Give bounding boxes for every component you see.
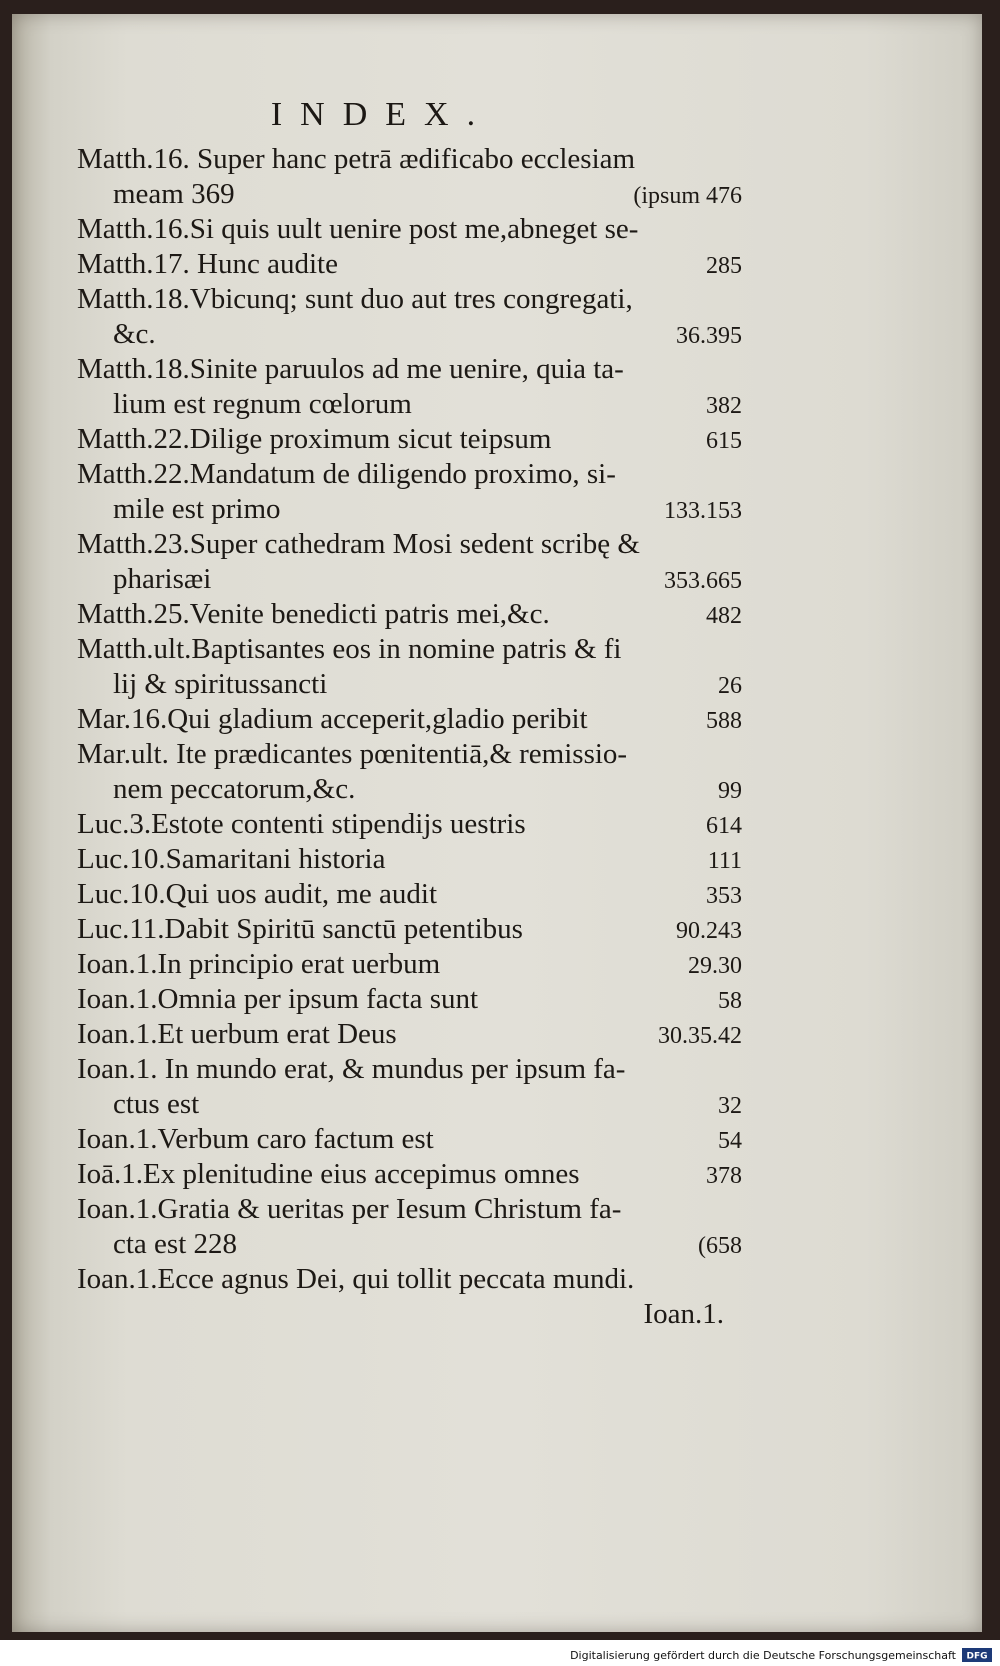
page-reference: 353 [706, 883, 742, 909]
entry-line [77, 1262, 742, 1297]
index-entry [77, 982, 742, 1017]
entry-text: lium est regnum cœlorum [113, 388, 412, 420]
entry-line [77, 737, 742, 772]
index-entry [77, 1157, 742, 1192]
page-reference: 99 [718, 778, 742, 804]
page-reference: 353.665 [664, 568, 742, 594]
entry-line [77, 527, 742, 562]
entry-line [77, 947, 742, 982]
page-reference: 54 [718, 1128, 742, 1154]
entry-line [77, 702, 742, 737]
page-reference: 26 [718, 673, 742, 699]
entry-text: Ioan.1.Et uerbum erat Deus [77, 1018, 397, 1050]
entry-line [77, 212, 742, 247]
page-reference: 285 [706, 253, 742, 279]
entry-continuation [77, 317, 742, 352]
entry-line [77, 1157, 742, 1192]
index-entry [77, 1122, 742, 1157]
index-entry [77, 1017, 742, 1052]
index-entry [77, 807, 742, 842]
page-reference: 36.395 [676, 323, 742, 349]
entry-line [77, 1017, 742, 1052]
entry-line [77, 352, 742, 387]
entry-text: Matth.17. Hunc audite [77, 248, 338, 280]
entry-line [77, 877, 742, 912]
entry-text: Matth.18.Vbicunq; sunt duo aut tres congregati, [77, 283, 633, 315]
book-page [12, 14, 982, 1632]
entry-text: Ioan.1.Verbum caro factum est [77, 1123, 434, 1155]
entry-text: nem peccatorum,&c. [113, 773, 356, 805]
entry-line [77, 142, 742, 177]
index-entry [77, 737, 742, 807]
entry-text: Matth.22.Mandatum de diligendo proximo, si- [77, 458, 616, 490]
entry-text: Mar.ult. Ite prædicantes pœnitentiā,& remissio- [77, 738, 628, 770]
entry-text: Mar.16.Qui gladium acceperit,gladio peribit [77, 703, 588, 735]
entry-text: Luc.11.Dabit Spiritū sanctū petentibus [77, 913, 523, 945]
page-reference: 90.243 [676, 918, 742, 944]
entry-line [77, 597, 742, 632]
page-reference: 614 [706, 813, 742, 839]
entry-text: Ioan.1.In principio erat uerbum [77, 948, 441, 980]
index-entry [77, 877, 742, 912]
index-entry [77, 912, 742, 947]
index-entry [77, 212, 742, 247]
dfg-logo [962, 1648, 992, 1662]
page-reference: (658 [698, 1233, 742, 1259]
page-reference: 30.35.42 [658, 1023, 742, 1049]
index-entry [77, 247, 742, 282]
entry-line [77, 422, 742, 457]
page-reference: 111 [707, 848, 742, 874]
entry-text: Matth.16.Si quis uult uenire post me,abneget se- [77, 213, 639, 245]
entry-text: cta est 228 [113, 1228, 238, 1260]
entry-line [77, 1192, 742, 1227]
entry-text: Matth.23.Super cathedram Mosi sedent scribę & [77, 528, 640, 560]
dfg-logo-text: DFG [966, 1651, 988, 1662]
entry-line [77, 1052, 742, 1087]
index-entry [77, 352, 742, 422]
entry-text: Matth.18.Sinite paruulos ad me uenire, quia ta- [77, 353, 624, 385]
index-entry [77, 457, 742, 527]
index-entry [77, 842, 742, 877]
dfg-logo-graphic [962, 1648, 992, 1662]
index-entry [77, 527, 742, 597]
entry-line [77, 247, 742, 282]
index-entry [77, 947, 742, 982]
entry-line [77, 1122, 742, 1157]
page-reference: 133.153 [664, 498, 742, 524]
entry-continuation [77, 387, 742, 422]
index-entry [77, 1052, 742, 1122]
index-entry [77, 597, 742, 632]
entry-continuation [77, 772, 742, 807]
entry-text: Luc.10.Qui uos audit, me audit [77, 878, 438, 910]
page-reference: 382 [706, 393, 742, 419]
entry-line [77, 457, 742, 492]
digitization-footer [0, 1645, 1000, 1666]
entry-text: Ioan.1.Omnia per ipsum facta sunt [77, 983, 479, 1015]
page-reference: 615 [706, 428, 742, 454]
entry-text: Ioan.1.Gratia & ueritas per Iesum Christum fa- [77, 1193, 622, 1225]
index-entry [77, 632, 742, 702]
index-entry [77, 422, 742, 457]
entry-continuation [77, 1227, 742, 1262]
catchword: Ioan.1. [643, 1298, 724, 1330]
index-entry [77, 1262, 742, 1297]
entry-text: Matth.25.Venite benedicti patris mei,&c. [77, 598, 550, 630]
entry-text: ctus est [113, 1088, 200, 1120]
entry-continuation [77, 492, 742, 527]
entry-text: pharisæi [113, 563, 212, 595]
running-header: INDEX. [270, 96, 494, 133]
index-entry [77, 142, 742, 212]
entry-line [77, 842, 742, 877]
index-entry [77, 282, 742, 352]
page-reference: 29.30 [688, 953, 742, 979]
entry-text: lij & spiritussancti [113, 668, 328, 700]
entry-text: Ioan.1.Ecce agnus Dei, qui tollit peccata mundi. [77, 1263, 635, 1295]
page-reference: 58 [718, 988, 742, 1014]
entry-text: Matth.16. Super hanc petrā ædificabo ecclesiam [77, 143, 636, 175]
entry-line [77, 632, 742, 667]
entry-line [77, 282, 742, 317]
page-reference: 482 [706, 603, 742, 629]
page-reference: 32 [718, 1093, 742, 1119]
page-reference: 588 [706, 708, 742, 734]
entry-text: Luc.10.Samaritani historia [77, 843, 386, 875]
entry-line [77, 912, 742, 947]
index-entries [77, 142, 742, 1332]
entry-line [77, 807, 742, 842]
entry-text: meam 369 [113, 178, 235, 210]
entry-text: &c. [113, 318, 156, 350]
index-entry [77, 702, 742, 737]
entry-continuation [77, 177, 742, 212]
entry-text: Matth.22.Dilige proximum sicut teipsum [77, 423, 552, 455]
entry-text: mile est primo [113, 493, 281, 525]
entry-continuation [77, 1087, 742, 1122]
entry-text: Matth.ult.Baptisantes eos in nomine patris & fi [77, 633, 622, 665]
index-entry [77, 1192, 742, 1262]
entry-continuation [77, 667, 742, 702]
page-reference: (ipsum 476 [633, 183, 742, 209]
funding-credit: Digitalisierung gefördert durch die Deutsche Forschungsgemeinschaft [570, 1649, 956, 1662]
entry-text: Luc.3.Estote contenti stipendijs uestris [77, 808, 526, 840]
entry-text: Ioan.1. In mundo erat, & mundus per ipsum fa- [77, 1053, 626, 1085]
page-reference: 378 [706, 1163, 742, 1189]
entry-text: Ioā.1.Ex plenitudine eius accepimus omnes [77, 1158, 580, 1190]
entry-continuation [77, 562, 742, 597]
entry-line [77, 982, 742, 1017]
